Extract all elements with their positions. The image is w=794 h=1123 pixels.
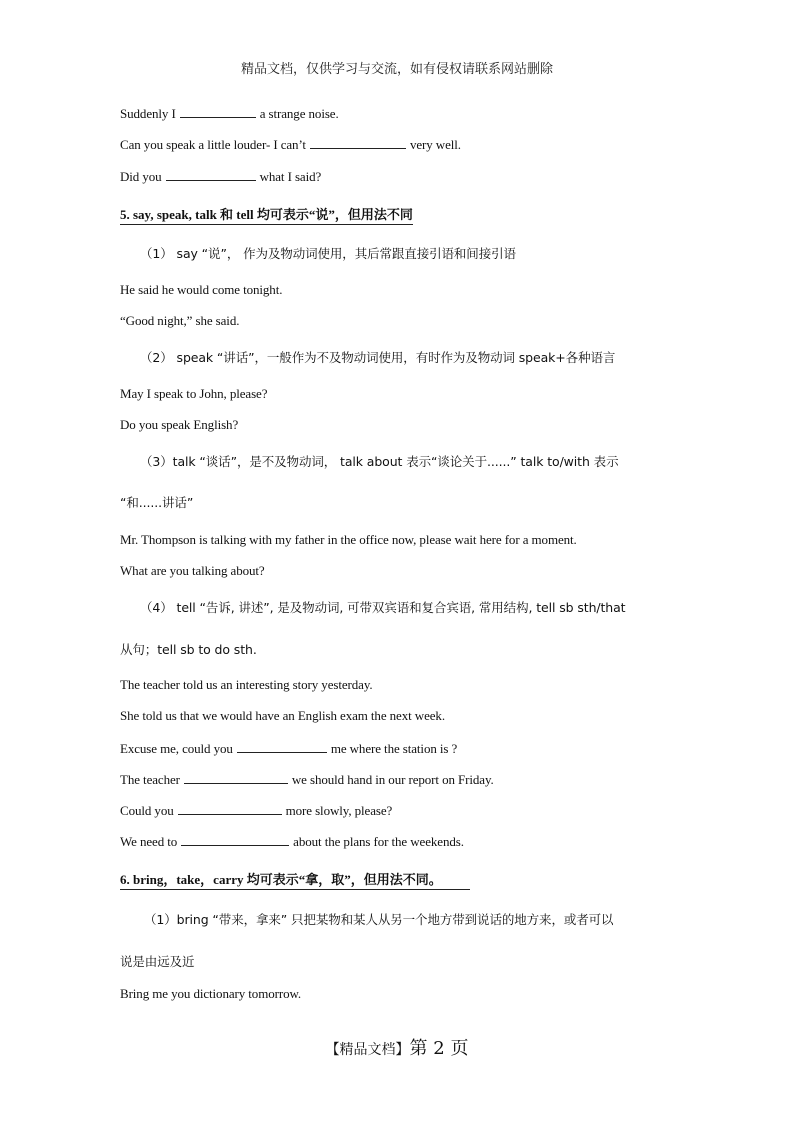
page-number: 第 2 页 [409,1038,469,1059]
example-line: What are you talking about? [120,563,265,578]
fill-blank [181,833,289,846]
page-header: 精品文档，仅供学习与交流，如有侵权请联系网站删除 [240,62,553,77]
rule-speak: （2） speak “讲话”，一般作为不及物动词使用，有时作为及物动词 speak+各种语言 [140,350,616,365]
exercise-line-2 [120,136,461,153]
example-line: Bring me you dictionary tomorrow. [120,986,302,1001]
example-line: “Good night,” she said. [120,313,240,328]
exercise-line-7 [120,833,464,850]
example-line: May I speak to John, please? [120,386,268,401]
example-line: Do you speak English? [120,417,239,432]
fill-blank [184,771,288,784]
text: about the plans for the weekends. [293,834,464,849]
example-line: He said he would come tonight. [120,282,283,297]
exercise-line-1 [120,105,339,122]
text: We need to [120,834,178,849]
text: Suddenly I [120,106,176,121]
text: Could you [120,803,174,818]
text: what I said? [259,169,322,184]
rule-tell-cont: 从句；tell sb to do sth. [120,642,257,657]
text: we should hand in our report on Friday. [291,772,494,787]
fill-blank [178,802,282,815]
fill-blank [237,740,327,753]
fill-blank [180,105,256,118]
exercise-line-6 [120,802,392,819]
rule-talk-cont: “和......讲话” [120,495,194,510]
text: Excuse me, could you [120,741,233,756]
example-line: The teacher told us an interesting story yesterday. [120,677,373,692]
example-line: She told us that we would have an English exam the next week. [120,708,445,723]
rule-bring-cont: 说是由远及近 [120,954,195,969]
rule-bring: （1）bring “带来，拿来” 只把某物和某人从另一个地方带到说话的地方来，或者可以 [144,912,614,927]
exercise-line-5 [120,771,494,788]
text: me where the station is ? [330,741,458,756]
text: a strange noise. [259,106,339,121]
example-line: Mr. Thompson is talking with my father in the office now, please wait here for a moment. [120,532,577,547]
exercise-line-4 [120,740,457,757]
footer-tag: 【精品文档】 [325,1042,410,1058]
text: Can you speak a little louder- I can’t [120,137,306,152]
text: more slowly, please? [285,803,393,818]
text: The teacher [120,772,180,787]
fill-blank [310,136,406,149]
text: Did you [120,169,162,184]
exercise-line-3 [120,168,321,185]
section-heading-6: 6. bring，take，carry 均可表示“拿，取”，但用法不同。 [120,869,470,890]
fill-blank [166,168,256,181]
section-heading-5: 5. say, speak, talk 和 tell 均可表示“说”，但用法不同 [120,204,413,225]
page-footer [0,1034,794,1060]
rule-talk: （3）talk “谈话”，是不及物动词， talk about 表示“谈论关于......” talk to/with 表示 [140,454,619,469]
text: very well. [409,137,461,152]
rule-tell: （4） tell “告诉, 讲述”, 是及物动词, 可带双宾语和复合宾语, 常用结构, tell sb sth/that [140,600,626,615]
rule-say: （1） say “说”， 作为及物动词使用，其后常跟直接引语和间接引语 [140,246,516,261]
